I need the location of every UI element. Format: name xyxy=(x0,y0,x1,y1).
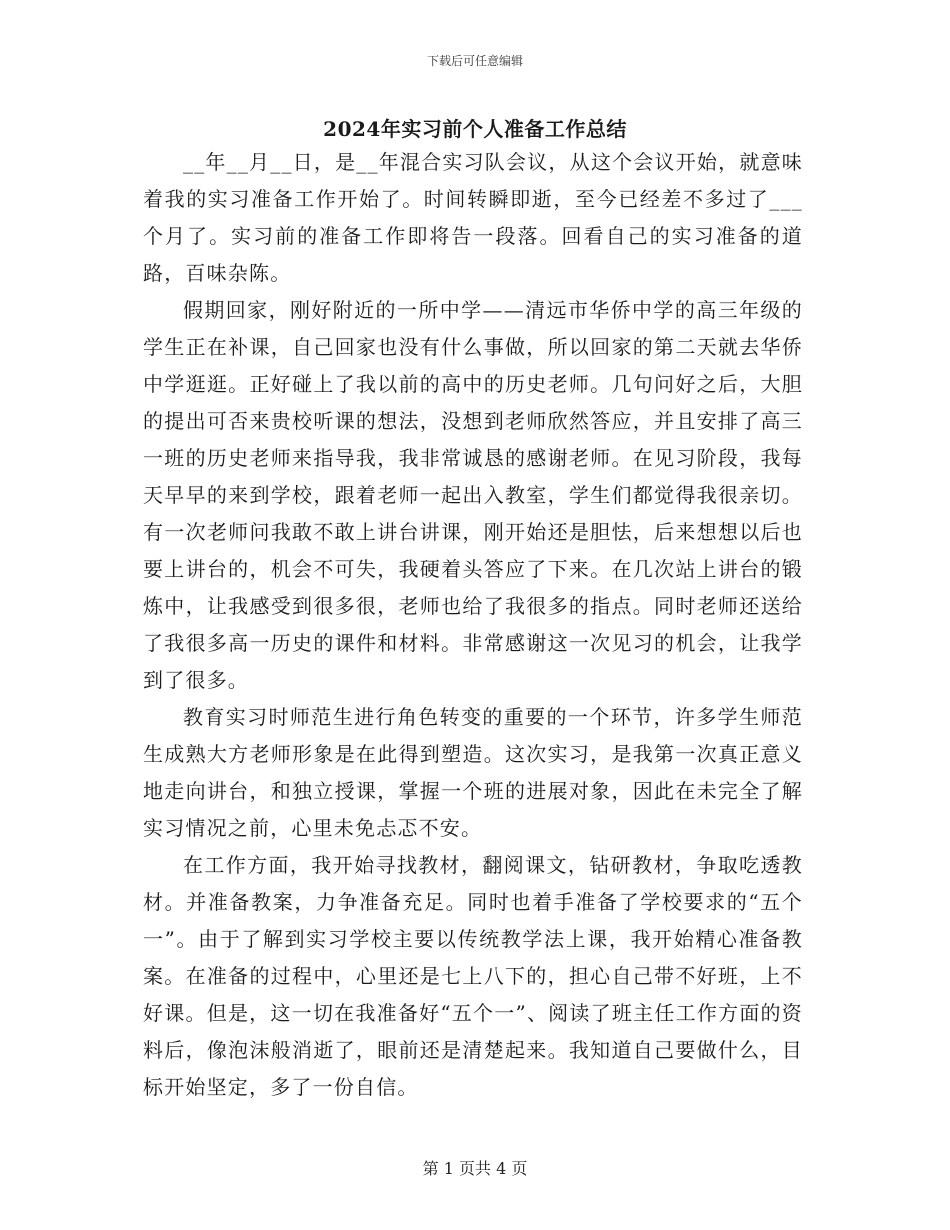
page-header-note: 下载后可任意编辑 xyxy=(426,54,523,68)
paragraph-4: 在工作方面，我开始寻找教材，翻阅课文，钻研教材，争取吃透教材。并准备教案，力争准备充足。同时也着手准备了学校要求的“五个一”。由于了解到实习学校主要以传统教学法上课，我开始精心准备教案。在准备的过程中，心里还是七上八下的，担心自己带不好班，上不好课。但是，这一切在我准备好“五个一”、阅读了班主任工作方面的资料后，像泡沫般消逝了，眼前还是清楚起来。我知道自己要做什么，目标开始坚定，多了一份自信。 xyxy=(143,853,803,1099)
paragraph-1: __年__月__日，是__年混合实习队会议，从这个会议开始，就意味着我的实习准备工作开始了。时间转瞬即逝，至今已经差不多过了___个月了。实习前的准备工作即将告一段落。回看自己的实习准备的道路，百味杂陈。 xyxy=(143,150,803,285)
document-body xyxy=(143,144,803,1106)
page-number: 第 1 页共 4 页 xyxy=(422,1159,528,1178)
document-title: 2024年实习前个人准备工作总结 xyxy=(323,117,627,141)
paragraph-2: 假期回家，刚好附近的一所中学——清远市华侨中学的高三年级的学生正在补课，自己回家也没有什么事做，所以回家的第二天就去华侨中学逛逛。正好碰上了我以前的高中的历史老师。几句问好之后，大胆的提出可否来贵校听课的想法，没想到老师欣然答应，并且安排了高三一班的历史老师来指导我，我非常诚恳的感谢老师。在见习阶段，我每天早早的来到学校，跟着老师一起出入教室，学生们都觉得我很亲切。有一次老师问我敢不敢上讲台讲课，刚开始还是胆怯，后来想想以后也要上讲台的，机会不可失，我硬着头答应了下来。在几次站上讲台的锻炼中，让我感受到很多很，老师也给了我很多的指点。同时老师还送给了我很多高一历史的课件和材料。非常感谢这一次见习的机会，让我学到了很多。 xyxy=(143,298,803,692)
paragraph-3: 教育实习时师范生进行角色转变的重要的一个环节，许多学生师范生成熟大方老师形象是在此得到塑造。这次实习，是我第一次真正意义地走向讲台，和独立授课，掌握一个班的进展对象，因此在未完全了解实习情况之前，心里未免忐忑不安。 xyxy=(143,705,803,840)
